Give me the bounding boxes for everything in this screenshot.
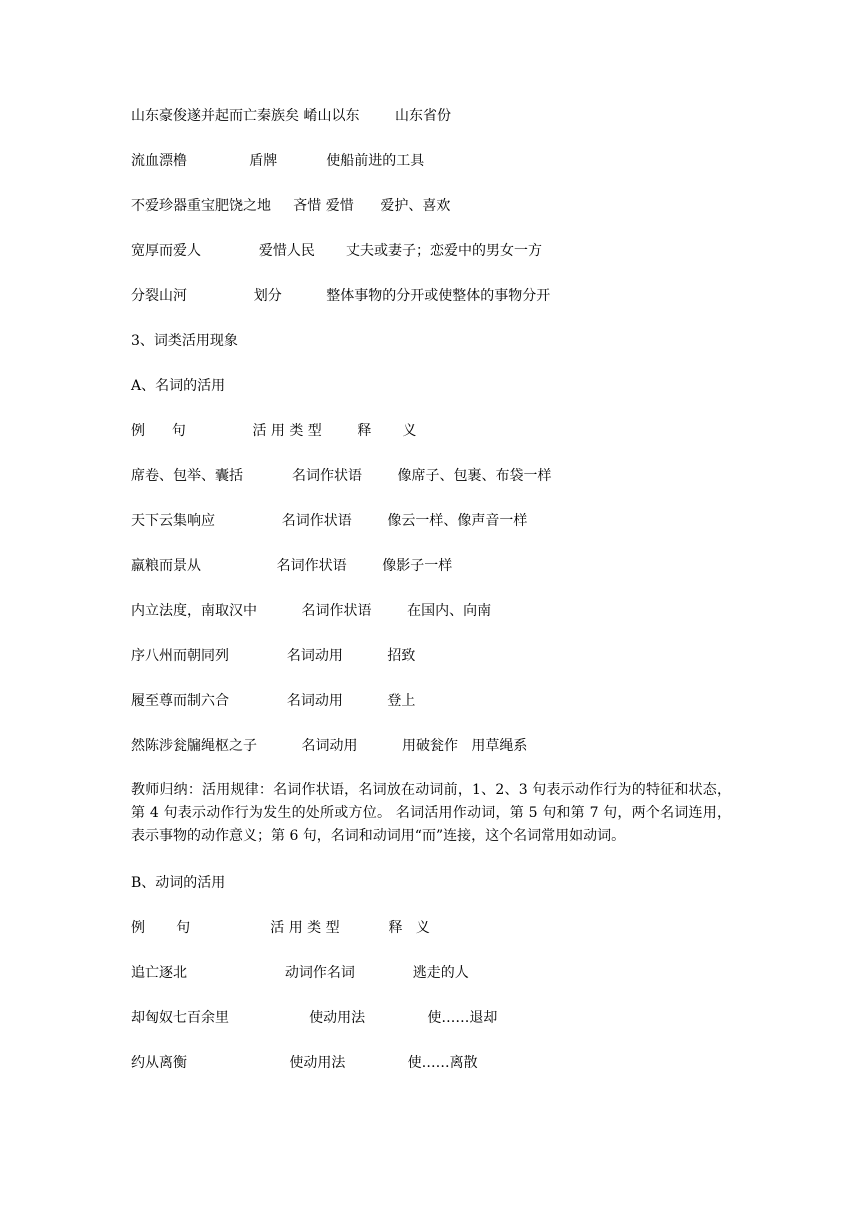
line-1: 山东豪俊遂并起而亡秦族矣 崤山以东 山东省份 — [131, 108, 452, 124]
subheading-b: B、动词的活用 — [131, 875, 226, 891]
table-row: 天下云集响应 名词作状语 像云一样、像声音一样 — [131, 513, 528, 529]
table-row: 内立法度，南取汉中 名词作状语 在国内、向南 — [131, 603, 492, 619]
section-heading-3: 3、词类活用现象 — [131, 333, 238, 349]
table-row: 序八州而朝同列 名词动用 招致 — [131, 648, 416, 664]
teacher-summary-paragraph: 教师归纳：活用规律：名词作状语，名词放在动词前，1、2、3 句表示动作行为的特征和状态，第 4 句表示动作行为发生的处所或方位。 名词活用作动词，第 5 句和第 7 句，两个名词连用，表示事物的动作意义；第 6 句，名词和动词用“而”连接，这个名词常用如动词。 — [131, 782, 731, 844]
line-2: 流血漂橹 盾牌 使船前进的工具 — [131, 153, 425, 169]
table-header-a: 例 句 活 用 类 型 释 义 — [131, 423, 417, 439]
subheading-a: A、名词的活用 — [131, 378, 226, 394]
table-row: 履至尊而制六合 名词动用 登上 — [131, 693, 416, 709]
table-row: 席卷、包举、囊括 名词作状语 像席子、包裹、布袋一样 — [131, 468, 552, 484]
table-row: 羸粮而景从 名词作状语 像影子一样 — [131, 558, 453, 574]
line-5: 分裂山河 划分 整体事物的分开或使整体的事物分开 — [131, 288, 551, 304]
table-row: 然陈涉瓮牖绳枢之子 名词动用 用破瓮作 用草绳系 — [131, 738, 528, 754]
table-row: 追亡逐北 动词作名词 逃走的人 — [131, 965, 469, 981]
table-row: 却匈奴七百余里 使动用法 使……退却 — [131, 1010, 498, 1026]
line-3: 不爱珍器重宝肥饶之地 吝惜 爱惜 爱护、喜欢 — [131, 198, 451, 214]
table-row: 约从离衡 使动用法 使……离散 — [131, 1055, 478, 1071]
line-4: 宽厚而爱人 爱惜人民 丈夫或妻子；恋爱中的男女一方 — [131, 243, 543, 259]
table-header-b: 例 句 活 用 类 型 释 义 — [131, 920, 430, 936]
